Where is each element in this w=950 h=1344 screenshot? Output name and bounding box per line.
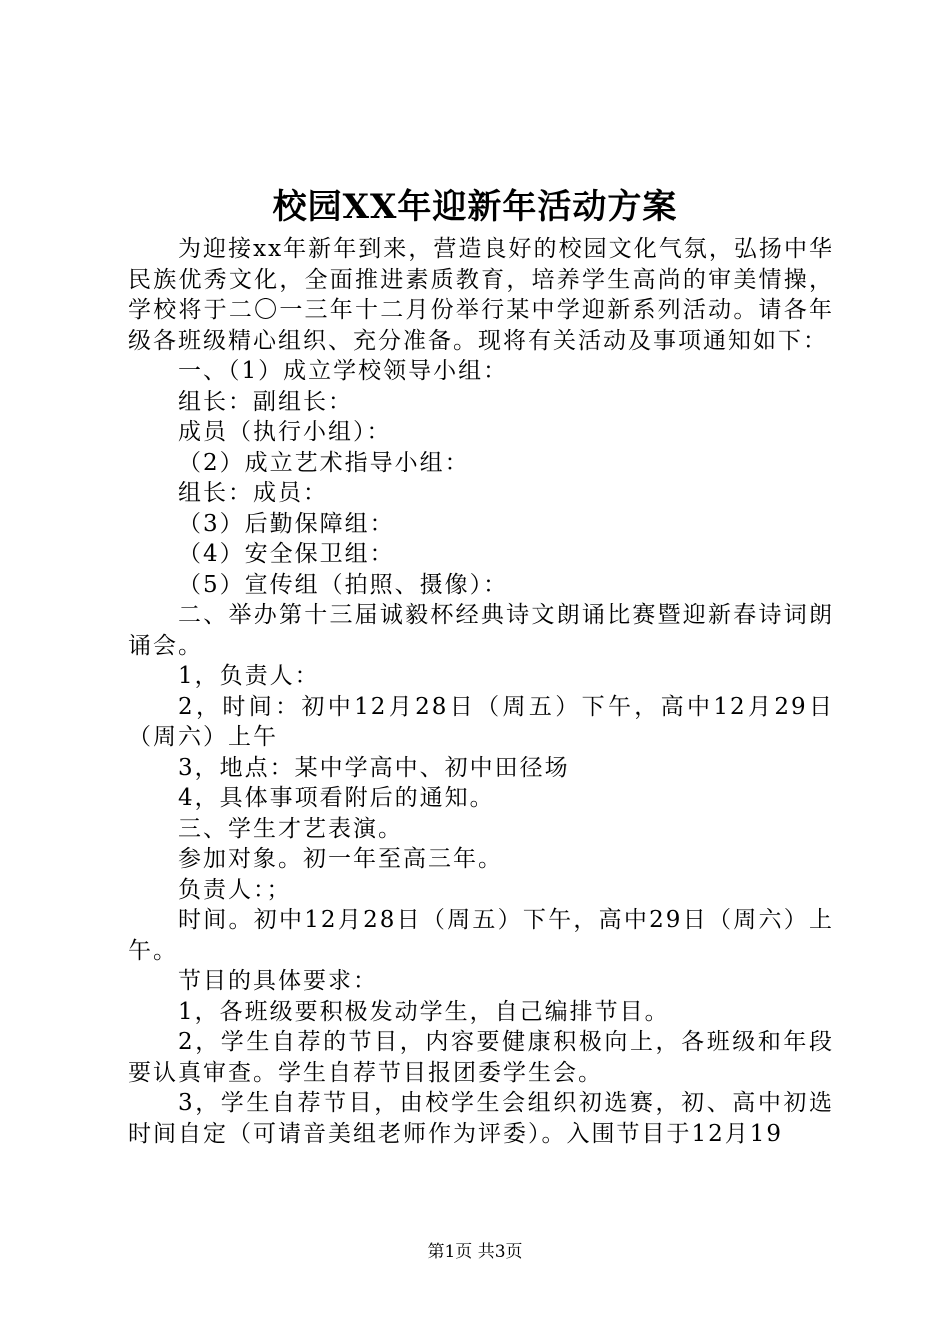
paragraph-art-group: （2）成立艺术指导小组： — [178, 449, 470, 476]
page-footer: 第1页 共3页 — [427, 1242, 523, 1262]
paragraph-requirement-3: 3，学生自荐节目，由校学生会组织初选赛，初、高中初选时间自定（可请音美组老师作为评委）。入围节目于12月19 — [128, 1090, 834, 1147]
paragraph-security: （4）安全保卫组： — [178, 541, 395, 567]
document-title: 校园XX年迎新年活动方案 — [272, 187, 678, 227]
paragraph-requirement-2: 2，学生自荐的节目，内容要健康积极向上，各班级和年段要认真审查。学生自荐节目报团委学生会。 — [128, 1029, 834, 1086]
paragraph-responsible: 1，负责人： — [178, 663, 320, 689]
paragraph-art-leader: 组长：成员： — [178, 480, 328, 506]
paragraph-section-3: 三、学生才艺表演。 — [178, 815, 403, 842]
document-body — [128, 234, 834, 1149]
paragraph-logistics: （3）后勤保障组： — [178, 510, 395, 537]
paragraph-intro: 为迎接xx年新年到来，营造良好的校园文化气氛，弘扬中华民族优秀文化，全面推进素质教育，培养学生高尚的审美情操，学校将于二〇一三年十二月份举行某中学迎新系列活动。请各年级各班级精心组织、充分准备。现将有关活动及事项通知如下： — [128, 236, 834, 354]
paragraph-section-2: 二、举办第十三届诚毅杯经典诗文朗诵比赛暨迎新春诗词朗诵会。 — [128, 602, 834, 659]
paragraph-members: 成员（执行小组）： — [178, 419, 392, 445]
paragraph-show-responsible: 负责人：； — [178, 876, 292, 903]
paragraph-leader: 组长：副组长： — [178, 388, 353, 415]
paragraph-section-1: 一、（1）成立学校领导小组： — [178, 358, 509, 384]
paragraph-requirement-1: 1，各班级要积极发动学生，自己编排节目。 — [178, 998, 670, 1025]
paragraph-location: 3，地点：某中学高中、初中田径场 — [178, 754, 570, 781]
paragraph-requirements: 节目的具体要求： — [178, 968, 378, 994]
paragraph-participants: 参加对象。初一年至高三年。 — [178, 846, 503, 872]
paragraph-time: 2，时间：初中12月28日（周五）下午，高中12月29日（周六）上午 — [128, 693, 834, 750]
paragraph-show-time: 时间。初中12月28日（周五）下午，高中29日（周六）上午。 — [128, 907, 834, 964]
paragraph-publicity: （5）宣传组（拍照、摄像）： — [178, 571, 509, 598]
paragraph-details: 4，具体事项看附后的通知。 — [178, 785, 495, 811]
